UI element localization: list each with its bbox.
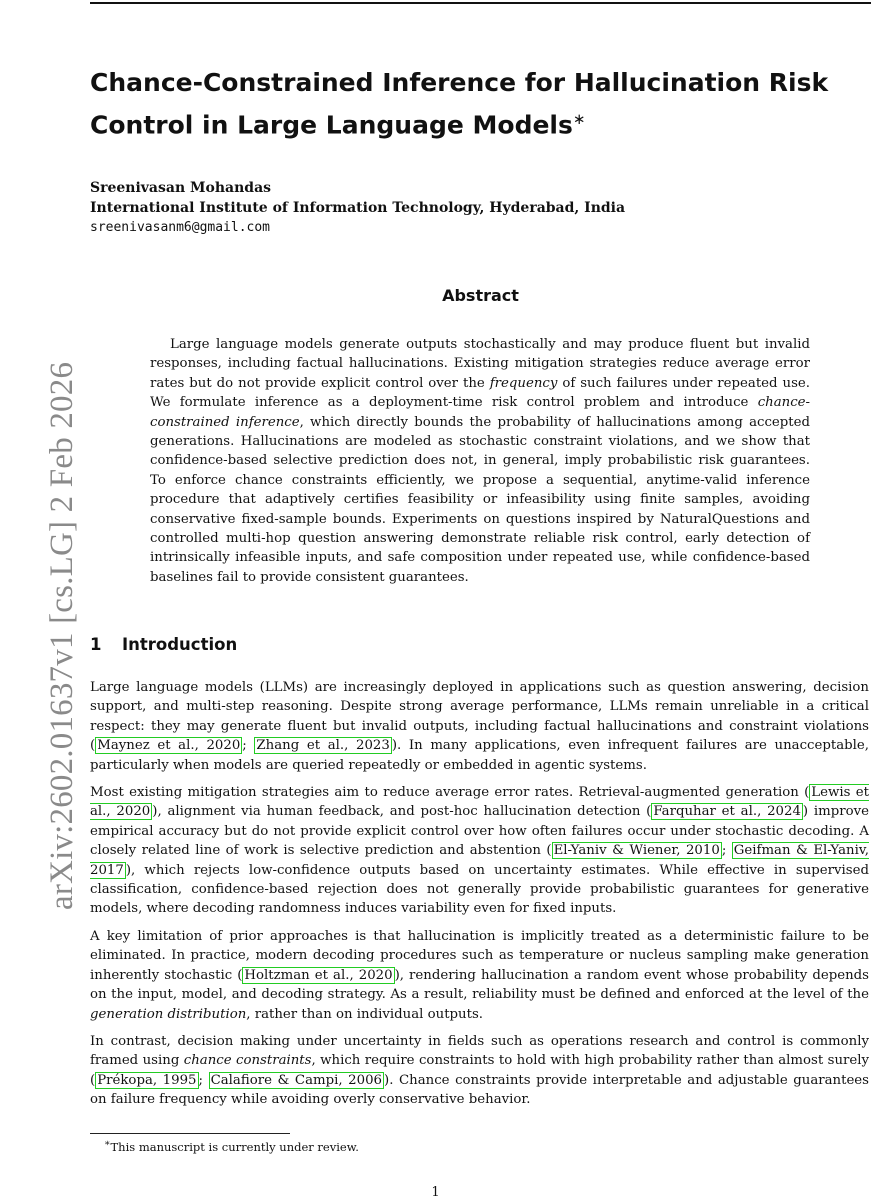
paragraph-1 bbox=[90, 678, 869, 775]
p4-sep: ; bbox=[198, 1072, 209, 1088]
paragraph-4 bbox=[90, 1032, 869, 1110]
citation-link[interactable]: Lewis et al., 2020 bbox=[90, 785, 869, 820]
citation-link[interactable]: Geifman & El-Yaniv, 2017 bbox=[90, 843, 869, 878]
abstract-emph-2: chance-constrained inference bbox=[150, 395, 810, 430]
p3-text-c: , rather than on individual outputs. bbox=[246, 1006, 484, 1022]
citation-link[interactable]: Prékopa, 1995 bbox=[97, 1072, 197, 1088]
citation-link[interactable]: Maynez et al., 2020 bbox=[97, 738, 241, 754]
title-footnote-mark: ∗ bbox=[572, 110, 586, 128]
section-title: Introduction bbox=[122, 635, 238, 654]
paper-title bbox=[90, 64, 871, 143]
p1-text-a: Large language models (LLMs) are increasingly deployed in applications such as question answering, decision support, and multi-step reasoning. Despite strong average performance, LLMs remain unreliable in a critical respect: they may generate fluent but invalid outputs, including factual hallucinations and constraint violations ( bbox=[90, 680, 869, 754]
top-rule bbox=[90, 2, 871, 4]
p1-text-b: ). In many applications, even infrequent failures are unacceptable, particularly when models are queried repeatedly or embedded in agentic systems. bbox=[90, 738, 870, 773]
abstract-text-1: Large language models generate outputs stochastically and may produce fluent but invalid responses, including factual hallucinations. Existing mitigation strategies reduce average error rates but do not provide explicit control over the bbox=[150, 337, 810, 391]
p4-text-b: , which require constraints to hold with high probability rather than almost surely ( bbox=[90, 1053, 870, 1088]
p1-sep: ; bbox=[242, 738, 255, 754]
p2-text-b: ), alignment via human feedback, and post-hoc hallucination detection ( bbox=[152, 804, 652, 820]
abstract-heading: Abstract bbox=[442, 286, 519, 305]
citation-link[interactable]: El-Yaniv & Wiener, 2010 bbox=[553, 843, 720, 859]
arxiv-stamp bbox=[0, 310, 80, 910]
paragraph-2 bbox=[90, 783, 869, 919]
footnote-text: This manuscript is currently under review. bbox=[110, 1139, 359, 1154]
arxiv-stamp-text: arXiv:2602.01637v1 [cs.LG] 2 Feb 2026 bbox=[44, 361, 80, 910]
abstract-body bbox=[150, 335, 810, 587]
citation-link[interactable]: Calafiore & Campi, 2006 bbox=[210, 1072, 383, 1088]
section-heading bbox=[90, 635, 237, 654]
paragraph-3 bbox=[90, 927, 869, 1024]
paper-title-text: Chance-Constrained Inference for Hallucination Risk Control in Large Language Models bbox=[90, 68, 829, 140]
p3-emph: generation distribution bbox=[90, 1006, 247, 1022]
author-block bbox=[90, 178, 790, 238]
footnote-mark: ∗ bbox=[104, 1138, 111, 1149]
footnote bbox=[104, 1138, 359, 1154]
p3-text-b: ), rendering hallucination a random event whose probability depends on the input, model, and decoding strategy. As a result, reliability must be defined and enforced at the level of the bbox=[90, 967, 869, 1003]
author-email: sreenivasanm6@gmail.com bbox=[90, 220, 271, 235]
author-name: Sreenivasan Mohandas bbox=[90, 180, 272, 196]
p2-text-a: Most existing mitigation strategies aim to reduce average error rates. Retrieval-augmented generation ( bbox=[90, 785, 810, 801]
author-affiliation: International Institute of Information Technology, Hyderabad, India bbox=[90, 200, 626, 216]
section-number: 1 bbox=[90, 635, 102, 654]
page-number: 1 bbox=[431, 1185, 440, 1200]
introduction-body bbox=[90, 678, 869, 1118]
footnote-rule bbox=[90, 1133, 290, 1134]
p4-text-a: In contrast, decision making under uncertainty in fields such as operations research and control is commonly framed using bbox=[90, 1033, 869, 1069]
abstract-emph-1: frequency bbox=[489, 375, 558, 391]
p2-text-d: ), which rejects low-confidence outputs based on uncertainty estimates. While effective in supervised classification, confidence-based rejection does not generally provide probabilistic guarantees for generative models, where decoding randomness induces variability even for fixed inputs. bbox=[90, 862, 869, 917]
p4-text-c: ). Chance constraints provide interpretable and adjustable guarantees on failure frequency while avoiding overly conservative behavior. bbox=[90, 1072, 870, 1108]
citation-link[interactable]: Farquhar et al., 2024 bbox=[653, 804, 801, 820]
citation-link[interactable]: Zhang et al., 2023 bbox=[256, 738, 390, 754]
p4-emph: chance constraints bbox=[183, 1053, 312, 1069]
abstract-text-2: of such failures under repeated use. We formulate inference as a deployment-time risk control problem and introduce bbox=[150, 375, 810, 411]
citation-link[interactable]: Holtzman et al., 2020 bbox=[244, 967, 393, 983]
abstract-text-3: , which directly bounds the probability of hallucinations among accepted generations. Hallucinations are modeled as stochastic constraint violations, and we show that confidence-based selective prediction does not, in general, imply probabilistic risk guarantees. To enforce chance constraints efficiently, we propose a sequential, anytime-valid inference procedure that adaptively certifies feasibility or infeasibility using finite samples, avoiding conservative fixed-sample bounds. Experiments on questions inspired by NaturalQuestions and controlled multi-hop question answering demonstrate reliable risk control, early detection of intrinsically infeasible inputs, and safe composition under repeated use, while confidence-based baselines fail to provide consistent guarantees. bbox=[150, 414, 810, 585]
p2-sep: ; bbox=[721, 843, 732, 859]
p2-text-c: ) improve empirical accuracy but do not provide explicit control over how often failures occur under stochastic decoding. A closely related line of work is selective prediction and abstention ( bbox=[90, 804, 870, 859]
p3-text-a: A key limitation of prior approaches is that hallucination is implicitly treated as a deterministic failure to be eliminated. In practice, modern decoding procedures such as temperature or nucleus sampling make generation inherently stochastic ( bbox=[90, 928, 869, 983]
